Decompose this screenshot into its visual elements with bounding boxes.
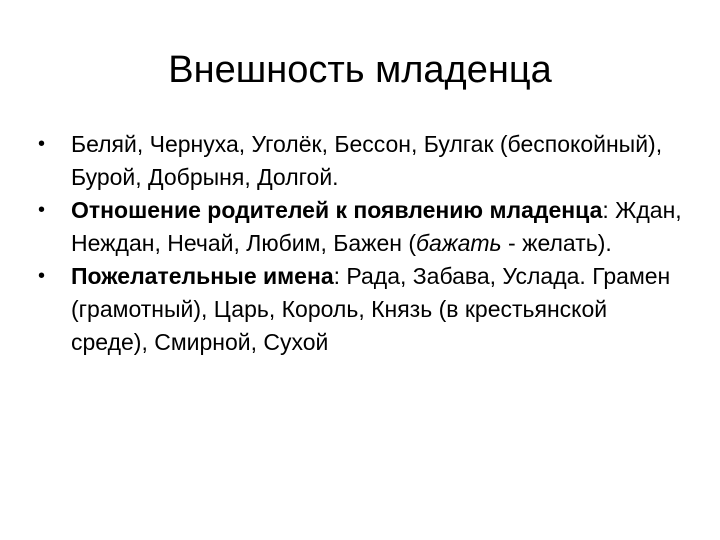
bullet-item-3 [38,260,688,359]
bullet-bold-text: Пожелательные имена [71,263,334,289]
bullet-marker: • [38,133,46,155]
bullet-text-end: - желать). [501,230,612,256]
bullet-text: Беляй, Чернуха, Уголёк, Бессон, Булгак (беспокойный), Бурой, Добрыня, Долгой. [71,131,663,190]
bullet-bold-text: Отношение родителей к появлению младенца [71,197,603,223]
slide-title: Внешность младенца [168,49,552,91]
bullet-text: : Ждан, Неждан, Нечай, Любим, Бажен ( [71,197,682,256]
bullet-italic-text: бажать [416,230,502,256]
bullet-text: : Рада, Забава, Услада. Грамен (грамотный), Царь, Король, Князь (в крестьянской среде), Смирной, Сухой [71,263,671,355]
bullet-list [38,128,688,359]
bullet-marker: • [38,199,46,221]
bullet-marker: • [38,265,46,287]
bullet-item-2 [38,194,688,260]
bullet-item-1 [38,128,688,194]
